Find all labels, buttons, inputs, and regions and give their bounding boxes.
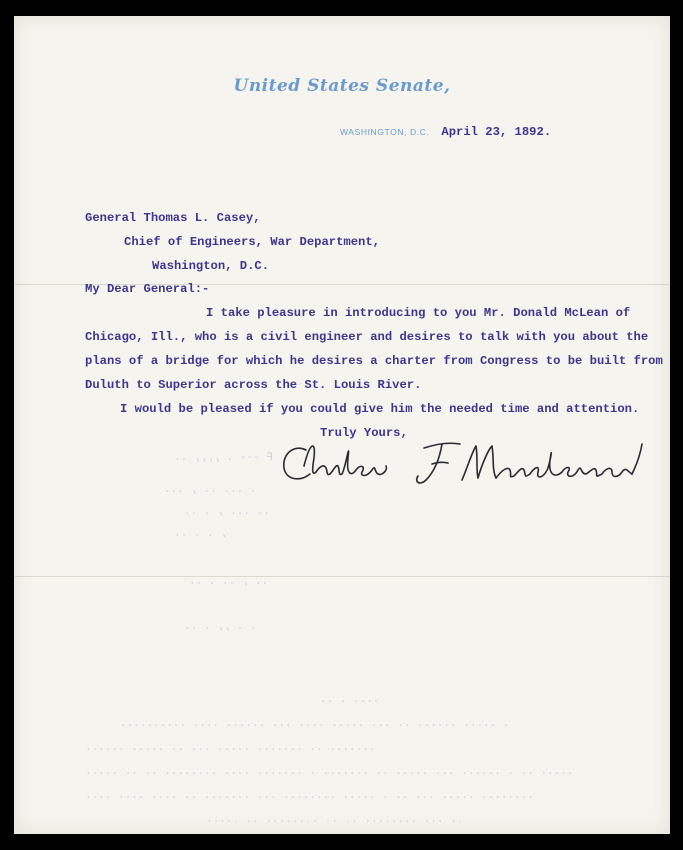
signature-ink: [276, 436, 646, 496]
closing: Truly Yours,: [320, 426, 408, 440]
letterhead-place: WASHINGTON, D.C.: [340, 127, 430, 137]
address-line-3: Washington, D.C.: [152, 259, 270, 273]
signature: [276, 436, 646, 501]
letter-page: United States Senate, WASHINGTON, D.C. April 23, 1892. General Thomas L. Casey, Chief of Engineers, War Department, Washington, D.C. My Dear General:- I take pleasure in introducing to you Mr. Donald McLean of Chicago, Ill., who is a civil engineer and desires to talk with you about the plans of a bridge for which he desires a charter from Congress to be built from Duluth to Superior across the St. Louis River. I would be pleased if you could give him the needed time and attention. Truly Yours, Charles F. Manderson F --- . ,,,, .. . ... .. , ... .. ... , . .. , . . .. .. , .. . .. . . ,, . .. .... . .. . ..... ...... .. ... ..... .... ... ...... .... .......... ....... .. ....... ..... ... .. ..... ...... ..... .. . ...... ... ..... .. ....... . ....... .... ........ .. .. ..... ........ ..... ... .. . ..... ........ ... ....... .. .... .... .... .. ... ........ .. .. ........ .. .....: [14, 16, 670, 834]
signature-text: Charles F. Manderson: [276, 494, 285, 495]
body-line: I would be pleased if you could give him the needed time and attention.: [120, 402, 640, 416]
body-line: I take pleasure in introducing to you Mr. Donald McLean of: [206, 306, 631, 320]
body-line: Chicago, Ill., who is a civil engineer and desires to talk with you about the: [85, 330, 649, 344]
letter-date: April 23, 1892.: [441, 125, 552, 139]
fold-line: [14, 576, 670, 577]
address-line-2: Chief of Engineers, War Department,: [124, 235, 380, 249]
address-line-1: General Thomas L. Casey,: [85, 211, 261, 225]
dateline: [340, 122, 551, 140]
body-line: plans of a bridge for which he desires a charter from Congress to be built from: [85, 354, 663, 368]
salutation: My Dear General:-: [85, 282, 210, 296]
body-line: Duluth to Superior across the St. Louis River.: [85, 378, 422, 392]
letterhead-title: United States Senate,: [233, 76, 451, 96]
